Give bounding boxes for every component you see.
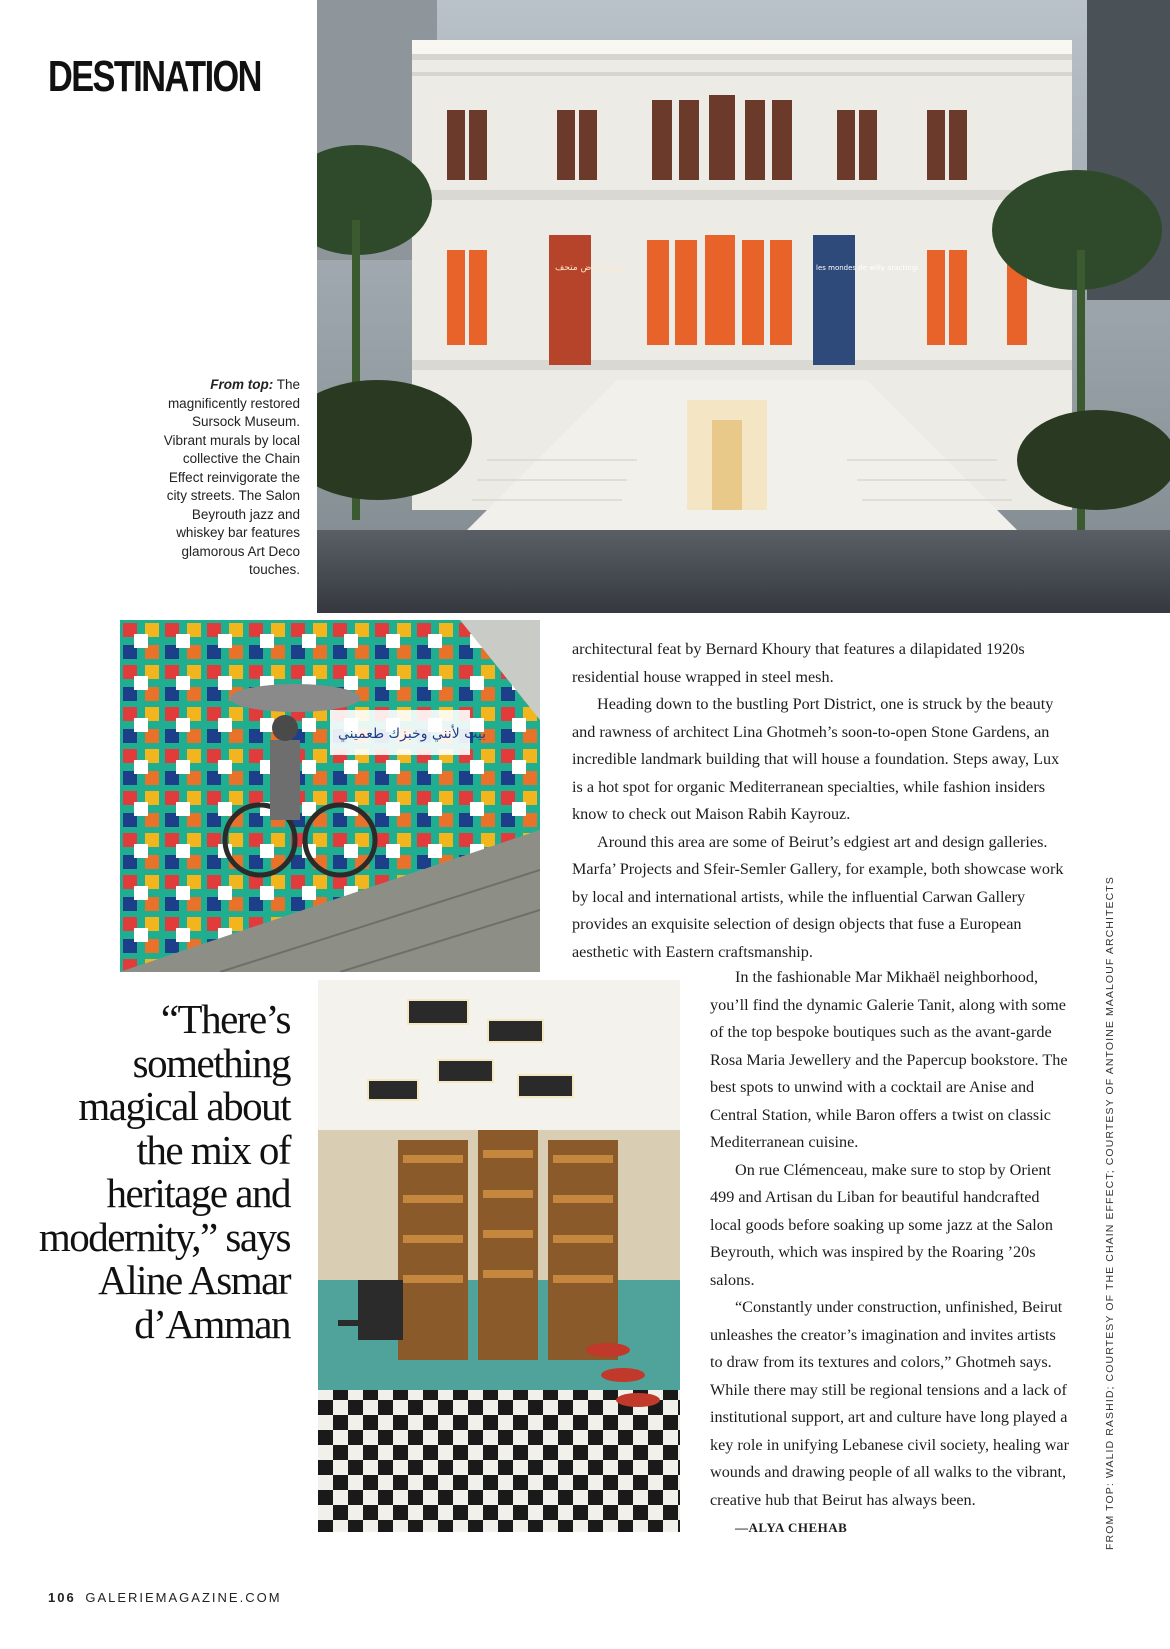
caption-text: The magnificently restored Sursock Museum. Vibrant murals by local collective the Chain Effect reinvigorate the city streets. The Salon Beyrouth jazz and whiskey bar features glamorous Art Deco touches.: [163, 377, 300, 577]
section-label: DESTINATION: [48, 52, 261, 101]
article-paragraph: Heading down to the bustling Port District, one is struck by the beauty and rawness of architect Lina Ghotmeh’s soon-to-open Stone Gardens, an incredible landmark building that will house a foundation. Steps away, Lux is a hot spot for organic Mediterranean specialties, while fashion insiders know to check out Maison Rabih Kayrouz.: [572, 695, 1060, 823]
article-paragraph: Around this area are some of Beirut’s edgiest art and design galleries. Marfa’ Projects and Sfeir-Semler Gallery, for example, both showcase work by local and international artists, while the influential Carwan Gallery provides an exquisite selection of design objects that fuse a European aesthetic with Eastern craftsmanship.: [572, 832, 1064, 961]
caption-lead: From top:: [210, 377, 274, 392]
page-number: 106: [48, 1590, 76, 1605]
article-paragraph: architectural feat by Bernard Khoury that features a dilapidated 1920s residential house wrapped in steel mesh.: [572, 640, 1025, 686]
article-paragraph: On rue Clémenceau, make sure to stop by Orient 499 and Artisan du Liban for beautiful handcrafted local goods before soaking up some jazz at the Salon Beyrouth, which was inspired by the Roaring ’20s salons.: [710, 1160, 1053, 1289]
sursock-museum-photo: [317, 0, 1170, 613]
banner-left-text: زيارة عرض متحف: [555, 263, 624, 273]
chain-effect-mural-photo: [120, 620, 540, 972]
photo-credit: FROM TOP: WALID RASHID; COURTESY OF THE CHAIN EFFECT; COURTESY OF ANTOINE MAALOUF ARCHITECTS: [1104, 876, 1116, 1550]
mural-arabic-text: بيت لأنني وخبزك طعميني: [338, 726, 487, 742]
byline: —ALYA CHEHAB: [735, 1520, 848, 1535]
article-paragraph: “Constantly under construction, unfinished, Beirut unleashes the creator’s imagination and invites artists to draw from its textures and colors,” Ghotmeh says. While there may still be regional tensions and a lack of institutional support, art and culture have long played a key role in unifying Lebanese civil society, healing war wounds and drawing people of all walks to the vibrant, creative hub that Beirut has always been.: [710, 1298, 1070, 1509]
salon-beyrouth-photo: [318, 980, 680, 1532]
article-column-bottom: [710, 964, 1072, 1542]
article-paragraph: In the fashionable Mar Mikhaël neighborhood, you’ll find the dynamic Galerie Tanit, along with some of the top bespoke boutiques such as the avant-garde Rosa Maria Jewellery and the Papercup bookstore. The best spots to unwind with a cocktail are Anise and Central Station, while Baron offers a twist on classic Mediterranean cuisine.: [710, 968, 1068, 1151]
page-footer: [48, 1590, 282, 1605]
pull-quote: “There’s something magical about the mix of heritage and modernity,” says Aline Asmar d’Amman: [38, 996, 290, 1347]
photo-caption: [150, 376, 300, 580]
site-url[interactable]: GALERIEMAGAZINE.COM: [85, 1590, 282, 1605]
banner-right-text: les mondes de willy aractingi: [816, 264, 919, 272]
article-column-top: [572, 636, 1072, 966]
